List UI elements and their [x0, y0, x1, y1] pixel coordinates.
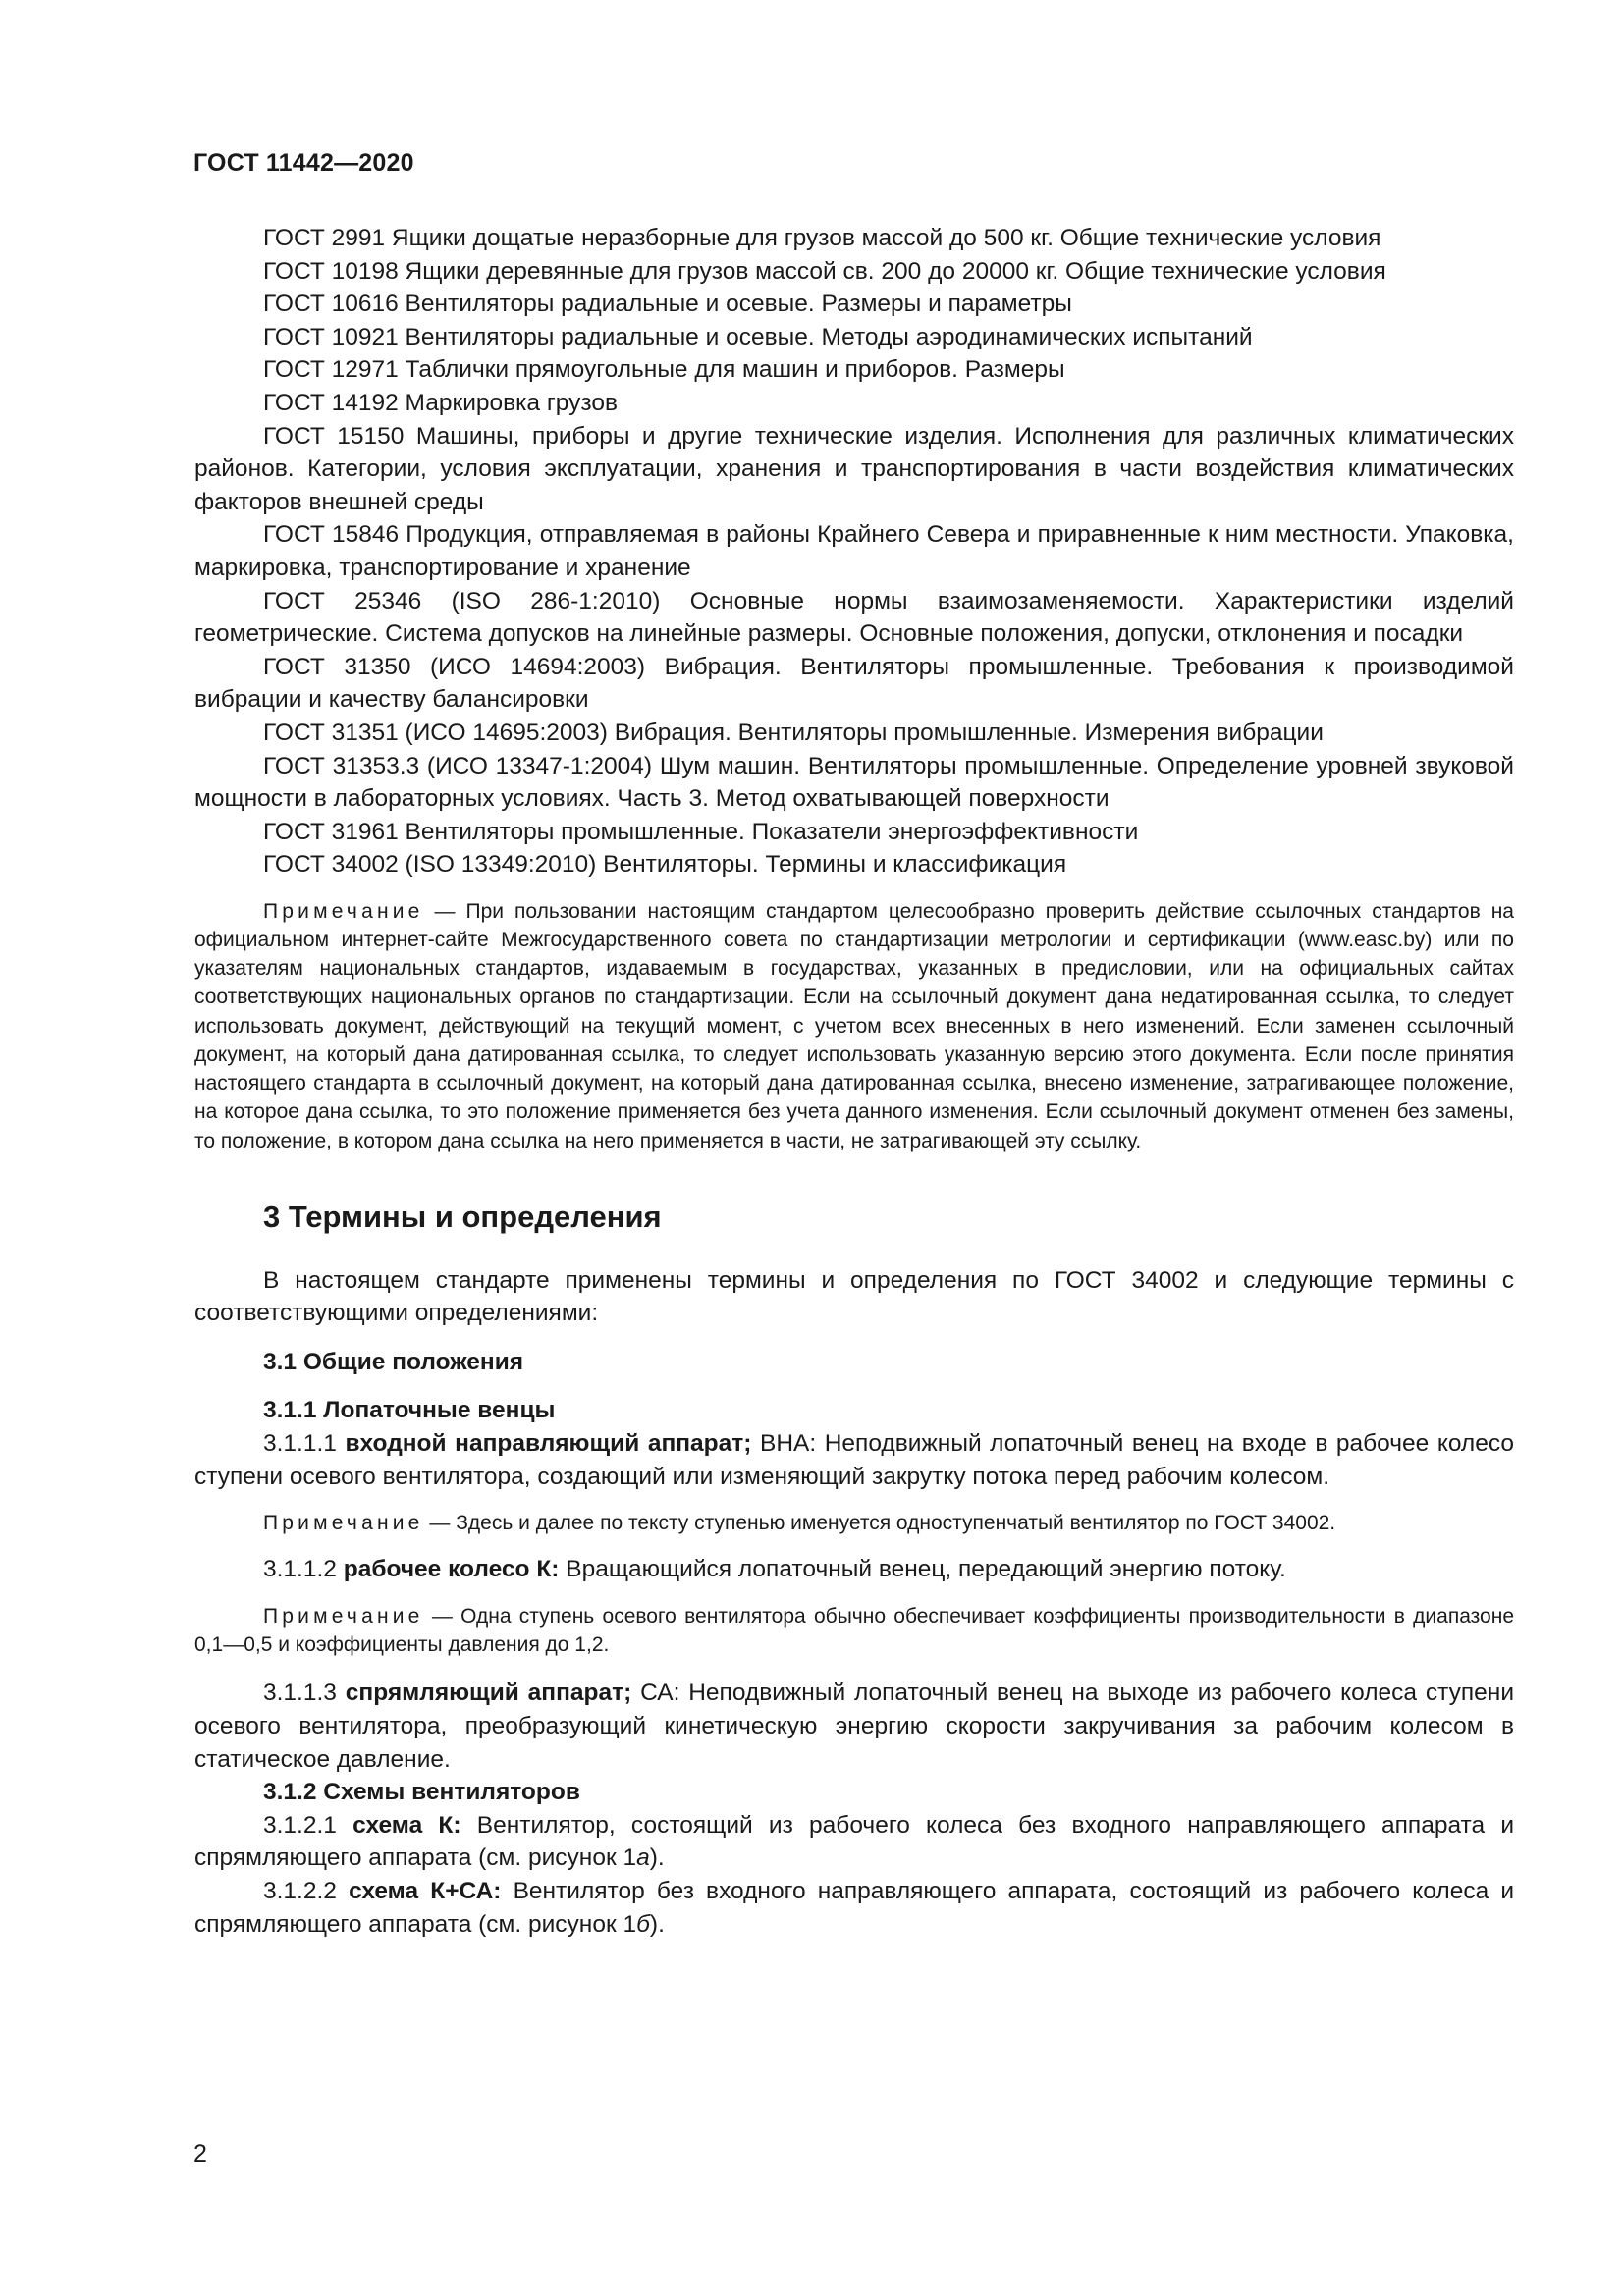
term-text: Вентилятор без входного направляющего аппарата, состоящий из рабочего колеса и спрямляющего аппарата (см. рисунок 1 — [194, 1878, 1515, 1938]
term-tail: ). — [649, 1844, 665, 1872]
term-name: входной направляющий аппарат; — [345, 1430, 752, 1458]
term-name: спрямляющий аппарат; — [345, 1680, 632, 1707]
term-number: 3.1.2.1 — [263, 1811, 353, 1839]
term-text: СА: Неподвижный лопаточный венец на выходе из рабочего колеса ступени осевого вентилятора, преобразующий кинетическую энергию скорости закручивания за рабочим колесом в статическое давление. — [194, 1680, 1515, 1773]
term-note — [194, 1509, 1514, 1537]
reference-item: ГОСТ 31351 (ИСО 14695:2003) Вибрация. Вентиляторы промышленные. Измерения вибрации — [263, 719, 1324, 746]
document-header: ГОСТ 11442—2020 — [193, 149, 414, 177]
term-name: рабочее колесо К: — [343, 1556, 560, 1583]
figure-letter: б — [636, 1910, 650, 1938]
reference-item: ГОСТ 10198 Ящики деревянные для грузов массой св. 200 до 20000 кг. Общие технические условия — [263, 257, 1386, 285]
subsection-heading: 3.1 Общие положения — [263, 1348, 524, 1375]
reference-item: ГОСТ 14192 Маркировка грузов — [263, 389, 618, 416]
term-definition — [194, 1875, 1514, 1941]
term-definition — [194, 1809, 1514, 1875]
term-tail: ). — [649, 1910, 665, 1938]
reference-item: ГОСТ 25346 (ISO 286-1:2010) Основные нормы взаимозаменяемости. Характеристики изделий геометрические. Система допусков на линейные размеры. Основные положения, допуски, отклонения и посадки — [194, 587, 1514, 648]
note-label: Примечание — [263, 899, 424, 923]
normative-references-list — [194, 222, 1514, 881]
reference-item: ГОСТ 31961 Вентиляторы промышленные. Показатели энергоэффективности — [263, 818, 1139, 845]
figure-letter: а — [636, 1844, 650, 1872]
term-name: схема К+СА: — [349, 1878, 502, 1905]
term-text: Вентилятор, состоящий из рабочего колеса без входного направляющего аппарата и спрямляющего аппарата (см. рисунок 1 — [194, 1811, 1515, 1872]
subsection-heading: 3.1.1 Лопаточные венцы — [263, 1397, 556, 1424]
reference-item: ГОСТ 10616 Вентиляторы радиальные и осевые. Размеры и параметры — [263, 291, 1072, 318]
note-label: Примечание — [263, 1605, 424, 1629]
reference-item: ГОСТ 31350 (ИСО 14694:2003) Вибрация. Вентиляторы промышленные. Требования к производимой вибрации и качеству балансировки — [194, 653, 1514, 714]
reference-item: ГОСТ 31353.3 (ИСО 13347-1:2004) Шум машин. Вентиляторы промышленные. Определение уровней звуковой мощности в лабораторных условиях. Часть 3. Метод охватывающей поверхности — [194, 752, 1514, 813]
note-text: — Одна ступень осевого вентилятора обычно обеспечивает коэффициенты производительности в диапазоне 0,1—0,5 и коэффициенты давления до 1,2. — [194, 1605, 1514, 1657]
reference-item: ГОСТ 15846 Продукция, отправляемая в районы Крайнего Севера и приравненные к ним местности. Упаковка, маркировка, транспортирование и хранение — [194, 521, 1514, 581]
term-text: Вращающийся лопаточный венец, передающий энергию потоку. — [559, 1556, 1286, 1583]
note-text: — При пользовании настоящим стандартом целесообразно проверить действие ссылочных стандартов на официальном интернет-сайте Межгосударственного совета по стандартизации метрологии и сертификации (www.easc.by) или по указателям национальных стандартов, издаваемым в государствах, указанных в предисловии, или на официальных сайтах соответствующих национальных органов по стандартизации. Если на ссылочный документ дана недатированная ссылка, то следует использовать документ, действующий на текущий момент, с учетом всех внесенных в него изменений. Если заменен ссылочный документ, на который дана датированная ссылка, то следует использовать указанную версию этого документа. Если после принятия настоящего стандарта в ссылочный документ, на который дана датированная ссылка, внесено изменение, затрагивающее положение, на которое дана ссылка, то это положение применяется без учета данного изменения. Если ссылочный документ отменен без замены, то положение, в котором дана ссылка на него применяется в части, не затрагивающей эту ссылку. — [194, 899, 1514, 1152]
term-number: 3.1.1.2 — [263, 1556, 344, 1583]
reference-item: ГОСТ 34002 (ISO 13349:2010) Вентиляторы. Термины и классификация — [263, 851, 1067, 879]
term-name: схема К: — [352, 1811, 461, 1839]
term-note — [194, 1602, 1514, 1659]
subsection-heading: 3.1.2 Схемы вентиляторов — [263, 1779, 580, 1806]
term-number: 3.1.1.3 — [263, 1680, 346, 1707]
section-heading: 3 Термины и определения — [263, 1199, 662, 1234]
term-definition — [194, 1427, 1514, 1493]
note-text: — Здесь и далее по тексту ступенью именуется одноступенчатый вентилятор по ГОСТ 34002. — [423, 1512, 1336, 1535]
term-text: ВНА: Неподвижный лопаточный венец на входе в рабочее колесо ступени осевого вентилятора, создающий или изменяющий закрутку потока перед рабочим колесом. — [194, 1430, 1514, 1490]
term-definition — [194, 1553, 1514, 1586]
references-note — [194, 897, 1514, 1155]
reference-item: ГОСТ 2991 Ящики дощатые неразборные для грузов массой до 500 кг. Общие технические условия — [263, 225, 1381, 251]
page-content — [194, 222, 1514, 1941]
page-number: 2 — [193, 2140, 207, 2167]
term-number: 3.1.2.2 — [263, 1878, 350, 1905]
reference-item: ГОСТ 15150 Машины, приборы и другие технические изделия. Исполнения для различных климатических районов. Категории, условия эксплуатации, хранения и транспортирования в части воздействия климатических факторов внешней среды — [194, 422, 1514, 515]
section-intro: В настоящем стандарте применены термины и определения по ГОСТ 34002 и следующие термины с соответствующими определениями: — [194, 1266, 1514, 1327]
term-number: 3.1.1.1 — [263, 1430, 346, 1458]
note-label: Примечание — [263, 1512, 424, 1535]
reference-item: ГОСТ 10921 Вентиляторы радиальные и осевые. Методы аэродинамических испытаний — [263, 323, 1253, 350]
reference-item: ГОСТ 12971 Таблички прямоугольные для машин и приборов. Размеры — [263, 356, 1065, 384]
term-definition — [194, 1677, 1514, 1776]
